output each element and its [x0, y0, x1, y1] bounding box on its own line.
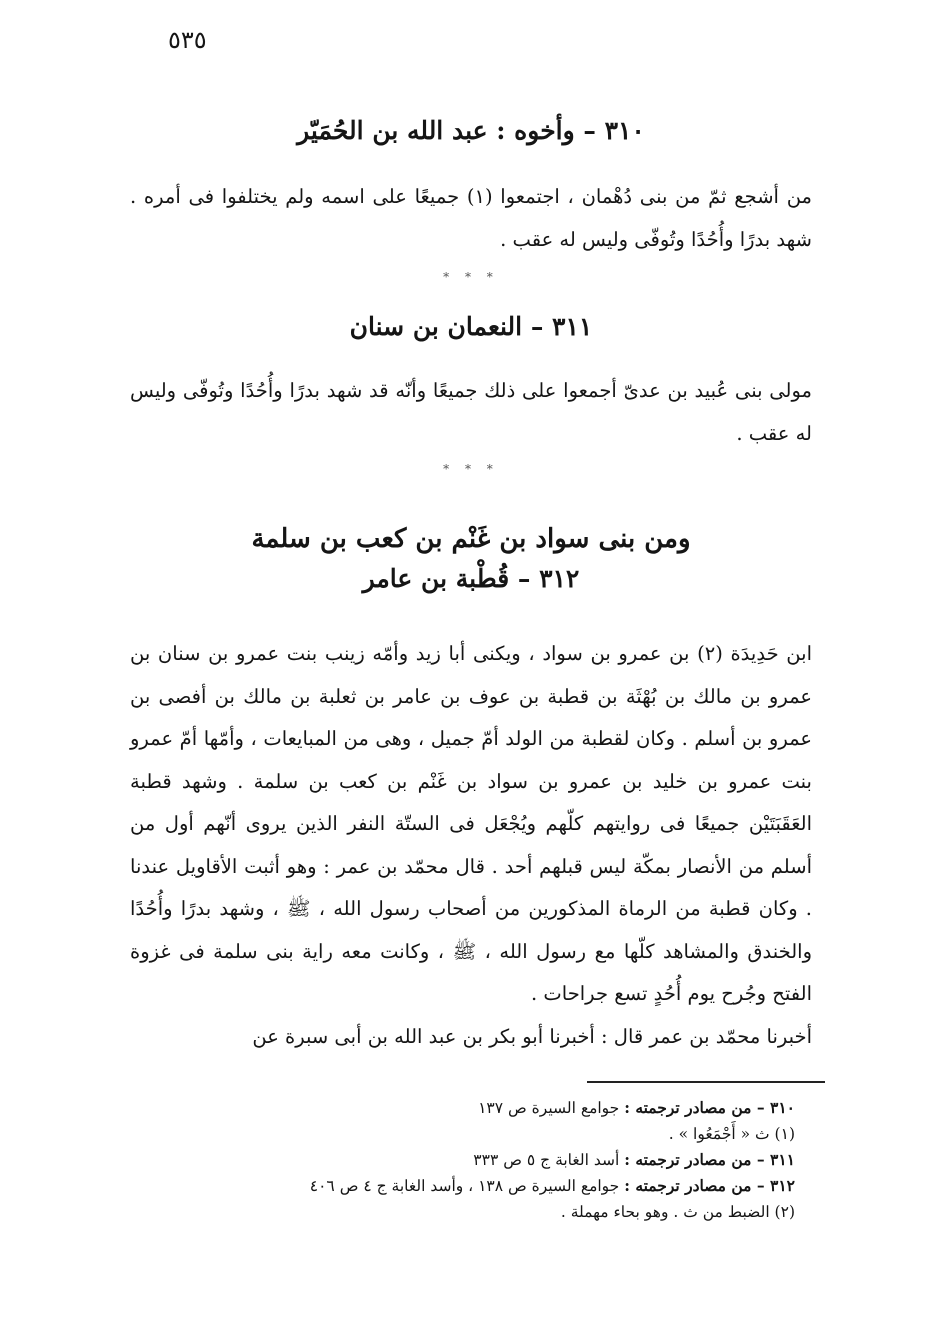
entry-body-310: من أشجع ثمّ من بنى دُهْمان ، اجتمعوا (١) جميعًا على اسمه ولم يختلفوا فى أمره . شهد بدرًا وأُحُدًا وتُوفّى وليس له عقب .: [130, 185, 812, 251]
section-separator: * * *: [443, 462, 499, 476]
footnote-label: ٣١٢ – من مصادر ترجمته :: [624, 1176, 795, 1195]
footnote-text: أسد الغابة ج ٥ ص ٣٣٣: [473, 1151, 625, 1169]
footnote-text: (٢) الضبط من ث . وهو بحاء مهملة .: [560, 1203, 795, 1221]
entry-body-311: مولى بنى عُبيد بن عدىّ أجمعوا على ذلك جميعًا وأنّه قد شهد بدرًا وأُحُدًا وتُوفّى وليس له عقب .: [130, 379, 812, 445]
section-heading: ومن بنى سواد بن غَنْم بن كعب بن سلمة: [251, 524, 691, 554]
footnote-text: جوامع السيرة ص ١٣٧: [478, 1099, 625, 1117]
entry-continuation: أخبرنا محمّد بن عمر قال : أخبرنا أبو بكر بن عبد الله بن أبى سبرة عن: [252, 1025, 812, 1048]
footnote-line: [130, 1147, 795, 1173]
entry-heading-312: ٣١٢ – قُطْبة بن عامر: [362, 564, 580, 593]
footnote-text: جوامع السيرة ص ١٣٨ ، وأسد الغابة ج ٤ ص ٤٠٦: [309, 1177, 625, 1195]
entry-heading-310: ٣١٠ – وأخوه : عبد الله بن الحُمَيّر: [297, 116, 645, 145]
page-number: ٥٣٥: [168, 26, 207, 54]
footnote-line: [130, 1173, 795, 1199]
footnote-divider: [587, 1081, 825, 1083]
entry-heading-311: ٣١١ – النعمان بن سنان: [349, 312, 593, 341]
footnote-label: ٣١١ – من مصادر ترجمته :: [624, 1150, 795, 1169]
footnote-line: [130, 1199, 795, 1225]
footnote-text: (١) ث « أَجْمَعُوا » .: [668, 1125, 795, 1143]
footnote-line: [130, 1121, 795, 1147]
entry-body-312: ابن حَدِيدَة (٢) بن عمرو بن سواد ، ويكنى أبا زيد وأمّه زينب بنت عمرو بن سنان بن عمرو بن مالك بن بُهْثَة بن قطبة بن عوف بن عامر بن ثعلبة بن مالك بن أفصى بن عمرو بن أسلم . وكان لقطبة من الولد أمّ جميل ، وهى من المبايعات ، وأمّها أمّ عمرو بنت عمرو بن خليد بن عمرو بن سواد بن غَنْم بن كعب بن سلمة . وشهد قطبة العَقَبَتَيْن جميعًا فى روايتهم كلّهم ويُجْعَل فى الستّة النفر الذين يروى أنّهم أول من أسلم من الأنصار بمكّة ليس قبلهم أحد . قال محمّد بن عمر : وهو أثبت الأقاويل عندنا . وكان قطبة من الرماة المذكورين من أصحاب رسول الله ، ﷺ ، وشهد بدرًا وأُحُدًا والخندق والمشاهد كلّها مع رسول الله ، ﷺ ، وكانت معه راية بنى سلمة فى غزوة الفتح وجُرح يوم أُحُدٍ تسع جراحات .: [130, 642, 812, 1005]
footnote-line: [130, 1095, 795, 1121]
footnotes: [130, 1095, 795, 1225]
section-separator: * * *: [443, 270, 499, 284]
footnote-label: ٣١٠ – من مصادر ترجمته :: [624, 1098, 795, 1117]
